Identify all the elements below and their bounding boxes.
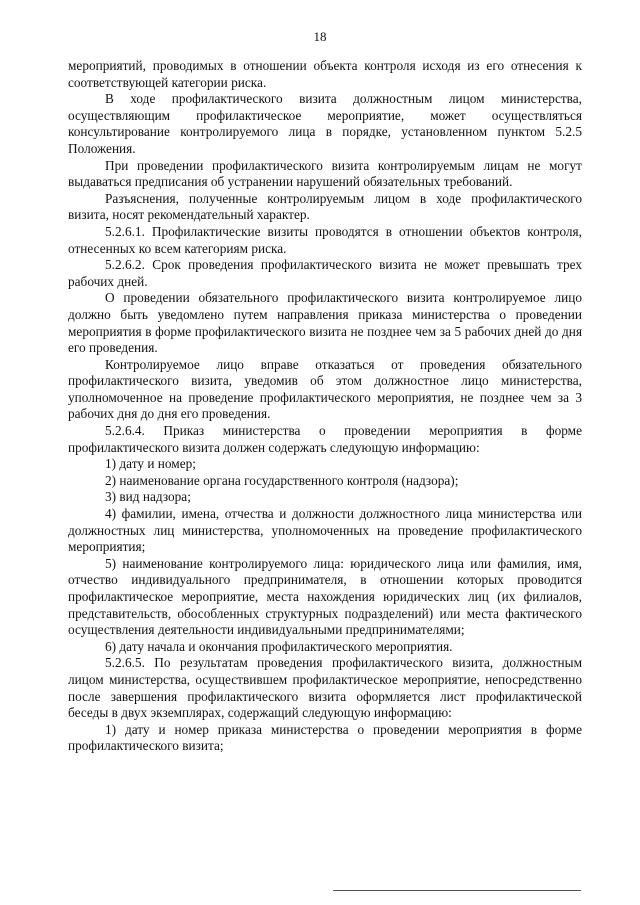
paragraph-5-2-6-2: 5.2.6.2. Срок проведения профилактического визита не может превышать трех рабочих дней. xyxy=(68,257,582,289)
paragraph-5-2-6-5: 5.2.6.5. По результатам проведения профилактического визита, должностным лицом министерства, осуществившем профилактическое мероприятие, непосредственно после завершения профилактического визита оформляется лист профилактической беседы в двух экземплярах, содержащий следующую информацию: xyxy=(68,655,582,721)
document-body xyxy=(68,58,582,755)
paragraph-no-orders: При проведении профилактического визита контролируемым лицам не могут выдаваться предписания об устранении нарушений обязательных требований. xyxy=(68,157,582,190)
paragraph-5-2-6-1: 5.2.6.1. Профилактические визиты проводятся в отношении объектов контроля, отнесенных ко всем категориям риска. xyxy=(68,223,582,256)
paragraph-explanations: Разъяснения, полученные контролируемым лицом в ходе профилактического визита, носят рекомендательный характер. xyxy=(68,190,582,223)
list-item-1-second: 1) дату и номер приказа министерства о проведении мероприятия в форме профилактического визита; xyxy=(68,721,582,754)
footer-divider xyxy=(333,890,581,891)
list-item-6: 6) дату начала и окончания профилактического мероприятия. xyxy=(105,638,453,654)
list-item-4: 4) фамилии, имена, отчества и должности должностного лица министерства или должностных лиц министерства, уполномоченных на проведение профилактического мероприятия; xyxy=(68,506,582,555)
list-item-3: 3) вид надзора; xyxy=(105,489,191,505)
paragraph-notification: О проведении обязательного профилактического визита контролируемое лицо должно быть уведомлено путем направления приказа министерства о проведении мероприятия в форме профилактического визита не позднее чем за 5 рабочих дней до дня его проведения. xyxy=(68,290,582,356)
list-item-2: 2) наименование органа государственного контроля (надзора); xyxy=(105,472,459,488)
paragraph-5-2-6-4: 5.2.6.4. Приказ министерства о проведении мероприятия в форме профилактического визита должен содержать следующую информацию: xyxy=(68,423,582,455)
list-item-5: 5) наименование контролируемого лица: юридического лица или фамилия, имя, отчество индивидуального предпринимателя, в отношении которых проводится профилактическое мероприятие, места нахождения юридических лиц (их филиалов, представительств, обособленных структурных подразделений) или места фактического осуществления деятельности индивидуальными предпринимателями; xyxy=(68,555,582,638)
paragraph-continuation: мероприятий, проводимых в отношении объекта контроля исходя из его отнесения к соответствующей категории риска. xyxy=(68,58,582,90)
page-number: 18 xyxy=(313,29,327,44)
paragraph-refusal: Контролируемое лицо вправе отказаться от проведения обязательного профилактического визита, уведомив об этом должностное лицо министерства, уполномоченное на проведение профилактического мероприятия, не позднее чем за 3 рабочих дня до дня его проведения. xyxy=(68,356,582,422)
list-item-1: 1) дату и номер; xyxy=(105,456,196,472)
paragraph-consultation: В ходе профилактического визита должностным лицом министерства, осуществляющим профилактическое мероприятие, может осуществляться консультирование контролируемого лица в порядке, установленном пунктом 5.2.5 Положения. xyxy=(68,91,582,156)
